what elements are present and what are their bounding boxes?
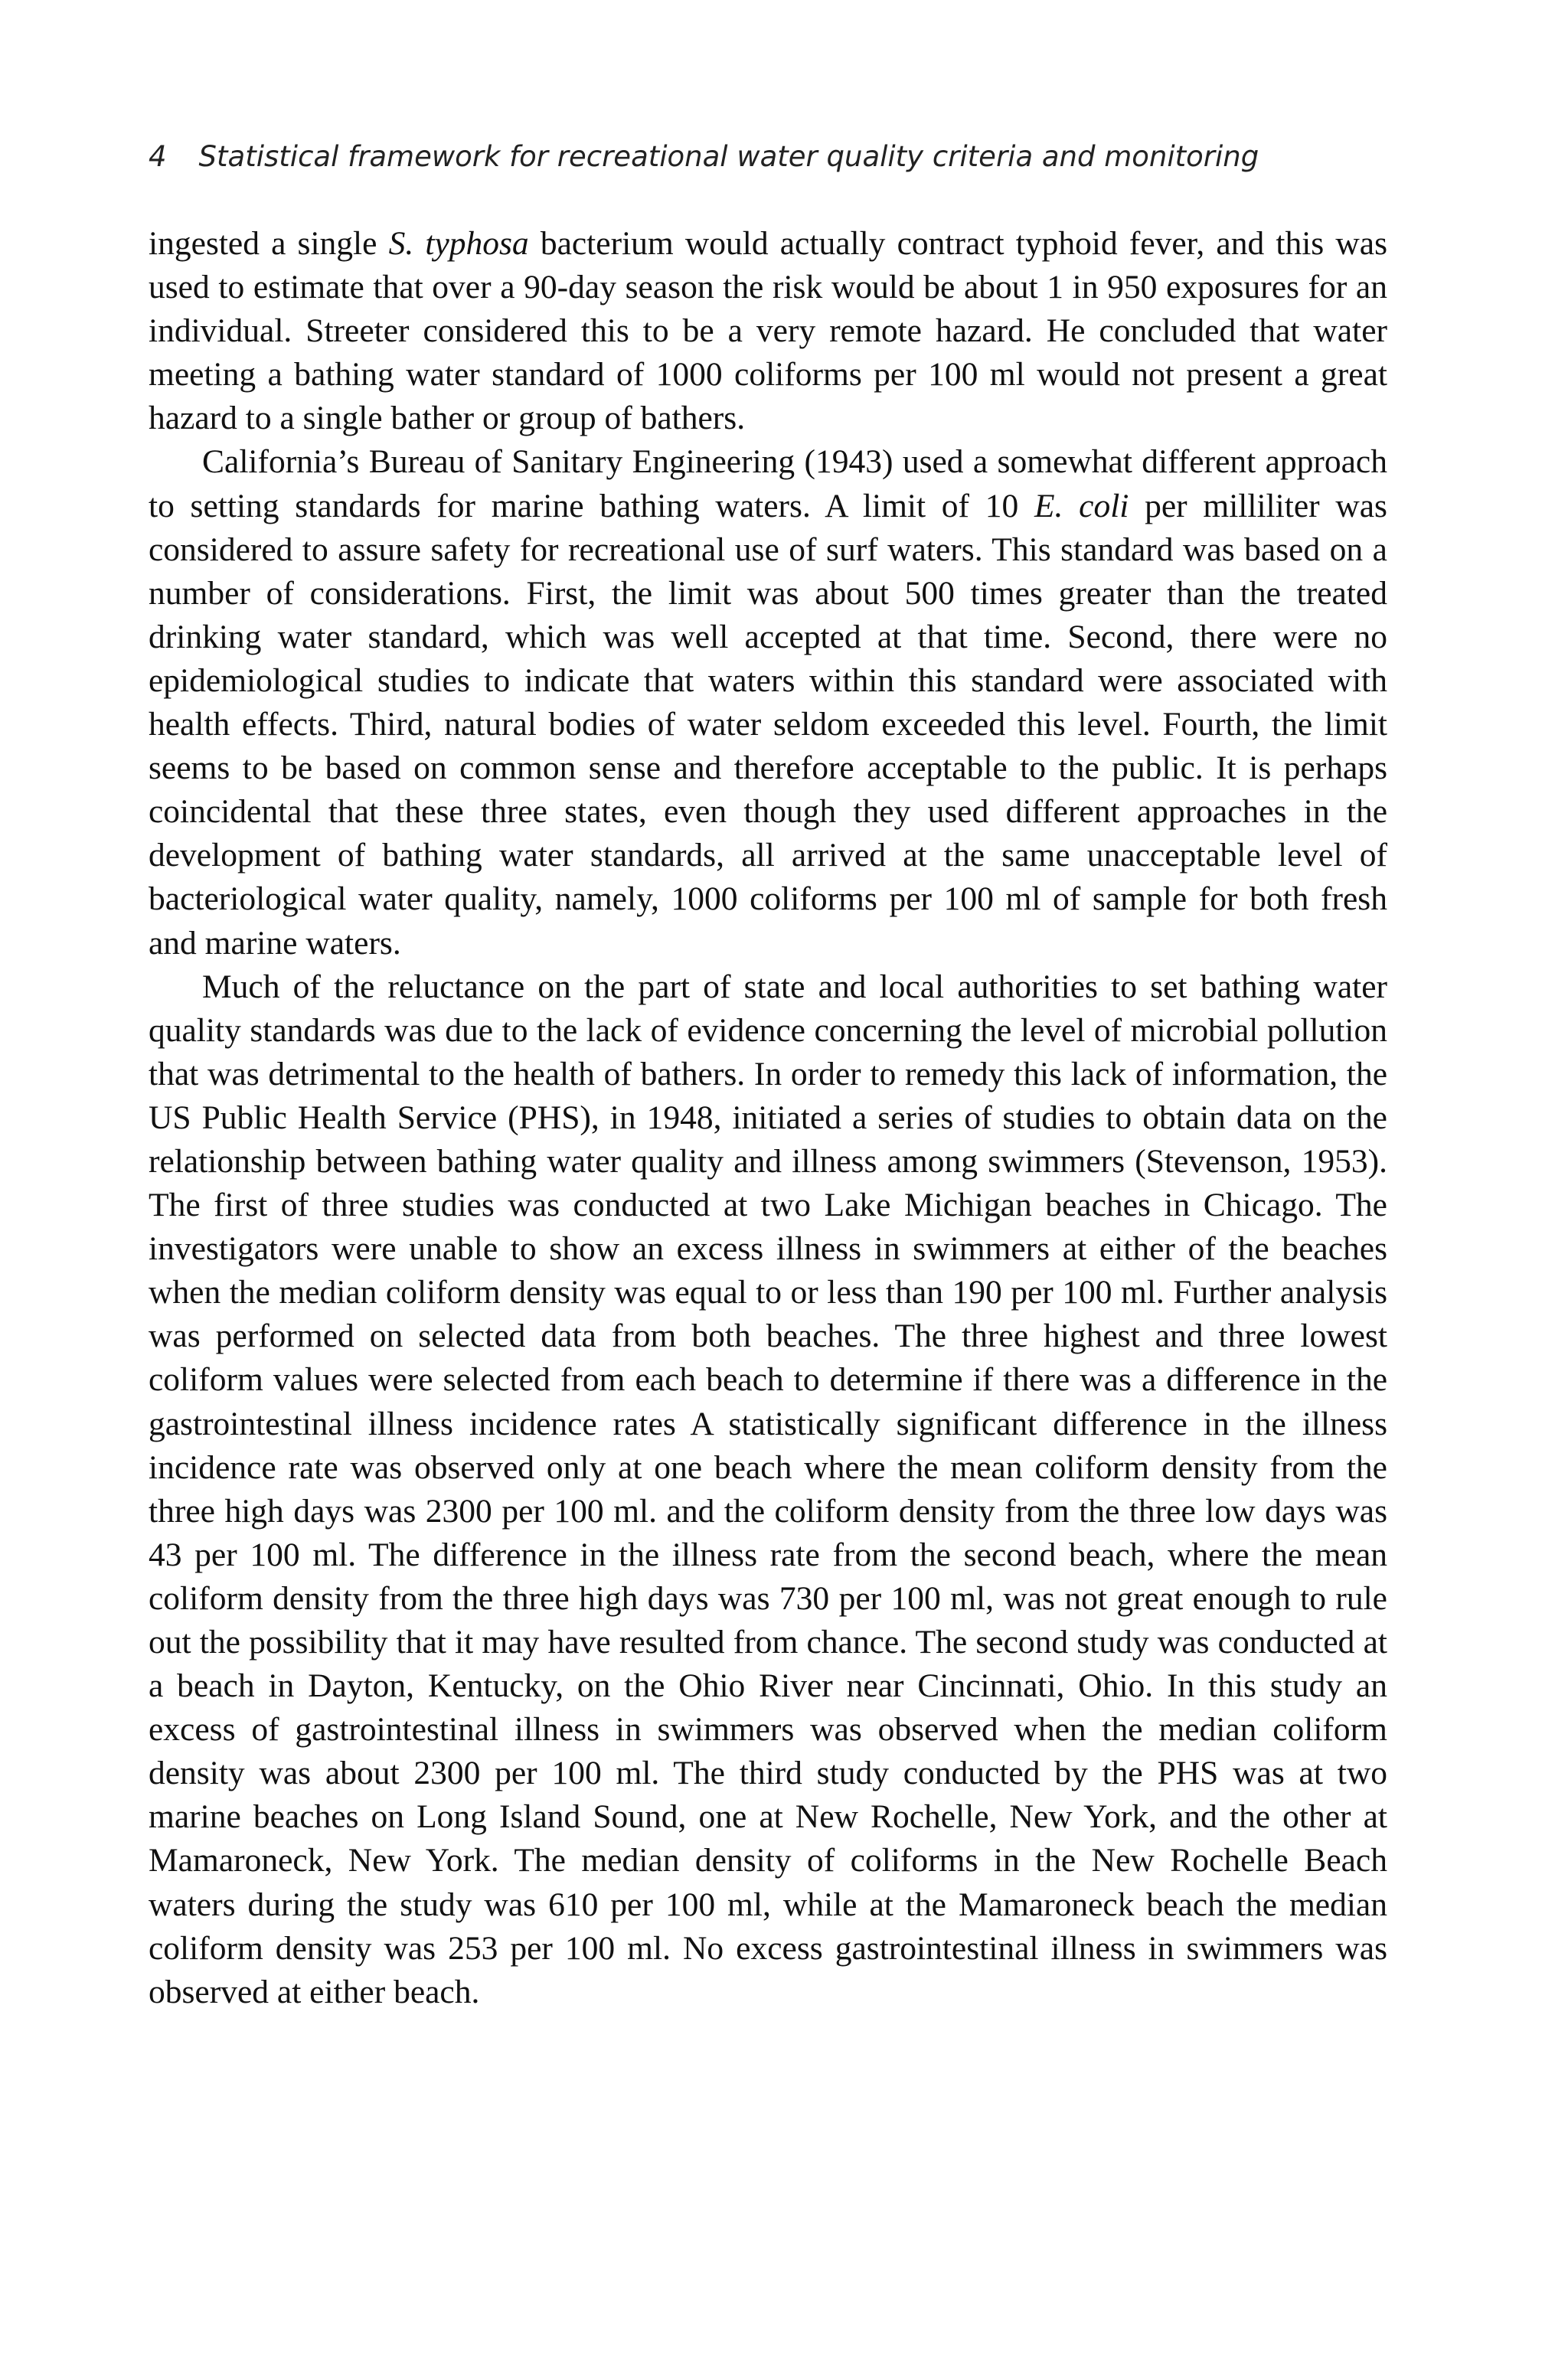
paragraph-2-text-b: per milliliter was considered to assure safety for recreational use of surf waters. This standard was based on a number of considerations. First, the limit was about 500 times greater than the treated drinking water standard, which was well accepted at that time. Second, there were no epidemiological studies to indicate that waters within this standard were associated with health effects. Third, natural bodies of water seldom exceeded this level. Fourth, the limit seems to be based on common sense and therefore acceptable to the public. It is perhaps coincidental that these three states, even though they used different approaches in the development of bathing water standards, all arrived at the same unacceptable level of bacteriological water quality, namely, 1000 coliforms per 100 ml of sample for both fresh and marine waters. xyxy=(149,487,1387,962)
paragraph-3-text: Much of the reluctance on the part of state and local authorities to set bathing water quality standards was due to the lack of evidence concerning the level of microbial pollution that was detrimental to the health of bathers. In order to remedy this lack of information, the US Public Health Service (PHS), in 1948, initiated a series of studies to obtain data on the relationship between bathing water quality and illness among swimmers (Stevenson, 1953). The first of three studies was conducted at two Lake Michigan beaches in Chicago. The investigators were unable to show an excess illness in swimmers at either of the beaches when the median coliform density was equal to or less than 190 per 100 ml. Further analysis was performed on selected data from both beaches. The three highest and three lowest coliform values were selected from each beach to determine if there was a difference in the gastrointestinal illness incidence rates A statistically significant difference in the illness incidence rate was observed only at one beach where the mean coliform density from the three high days was 2300 per 100 ml. and the coliform density from the three low days was 43 per 100 ml. The difference in the illness rate from the second beach, where the mean coliform density from the three high days was 730 per 100 ml, was not great enough to rule out the possibility that it may have resulted from chance. The second study was conducted at a beach in Dayton, Kentucky, on the Ohio River near Cincinnati, Ohio. In this study an excess of gastrointestinal illness in swimmers was observed when the median coliform density was about 2300 per 100 ml. The third study conducted by the PHS was at two marine beaches on Long Island Sound, one at New Rochelle, New York, and the other at Mamaroneck, New York. The median density of coliforms in the New Rochelle Beach waters during the study was 610 per 100 ml, while at the Mamaroneck beach the median coliform density was 253 per 100 ml. No excess gastrointestinal illness in swimmers was observed at either beach. xyxy=(149,968,1387,2010)
paragraph-2 xyxy=(149,440,1387,965)
paragraph-1 xyxy=(149,222,1387,440)
paragraph-3 xyxy=(149,965,1387,2014)
running-title: Statistical framework for recreational water quality criteria and monitoring xyxy=(198,140,1259,173)
species-name-s-typhosa: S. typhosa xyxy=(388,225,529,262)
running-header xyxy=(149,138,1389,176)
body-text xyxy=(149,222,1387,2014)
species-name-e-coli: E. coli xyxy=(1034,487,1129,524)
paragraph-1-text-b: bacterium would actually contract typhoid fever, and this was used to estimate that over a 90-day season the risk would be about 1 in 950 exposures for an individual. Streeter considered this to be a very remote hazard. He concluded that water meeting a bathing water standard of 1000 coliforms per 100 ml would not present a great hazard to a single bather or group of bathers. xyxy=(149,225,1388,437)
paragraph-1-text-a: ingested a single xyxy=(149,225,389,262)
paragraph-2-text-a: California’s Bureau of Sanitary Engineering (1943) used a somewhat different approach to setting standards for marine bathing waters. A limit of 10 xyxy=(149,443,1387,524)
page-number: 4 xyxy=(149,140,167,173)
